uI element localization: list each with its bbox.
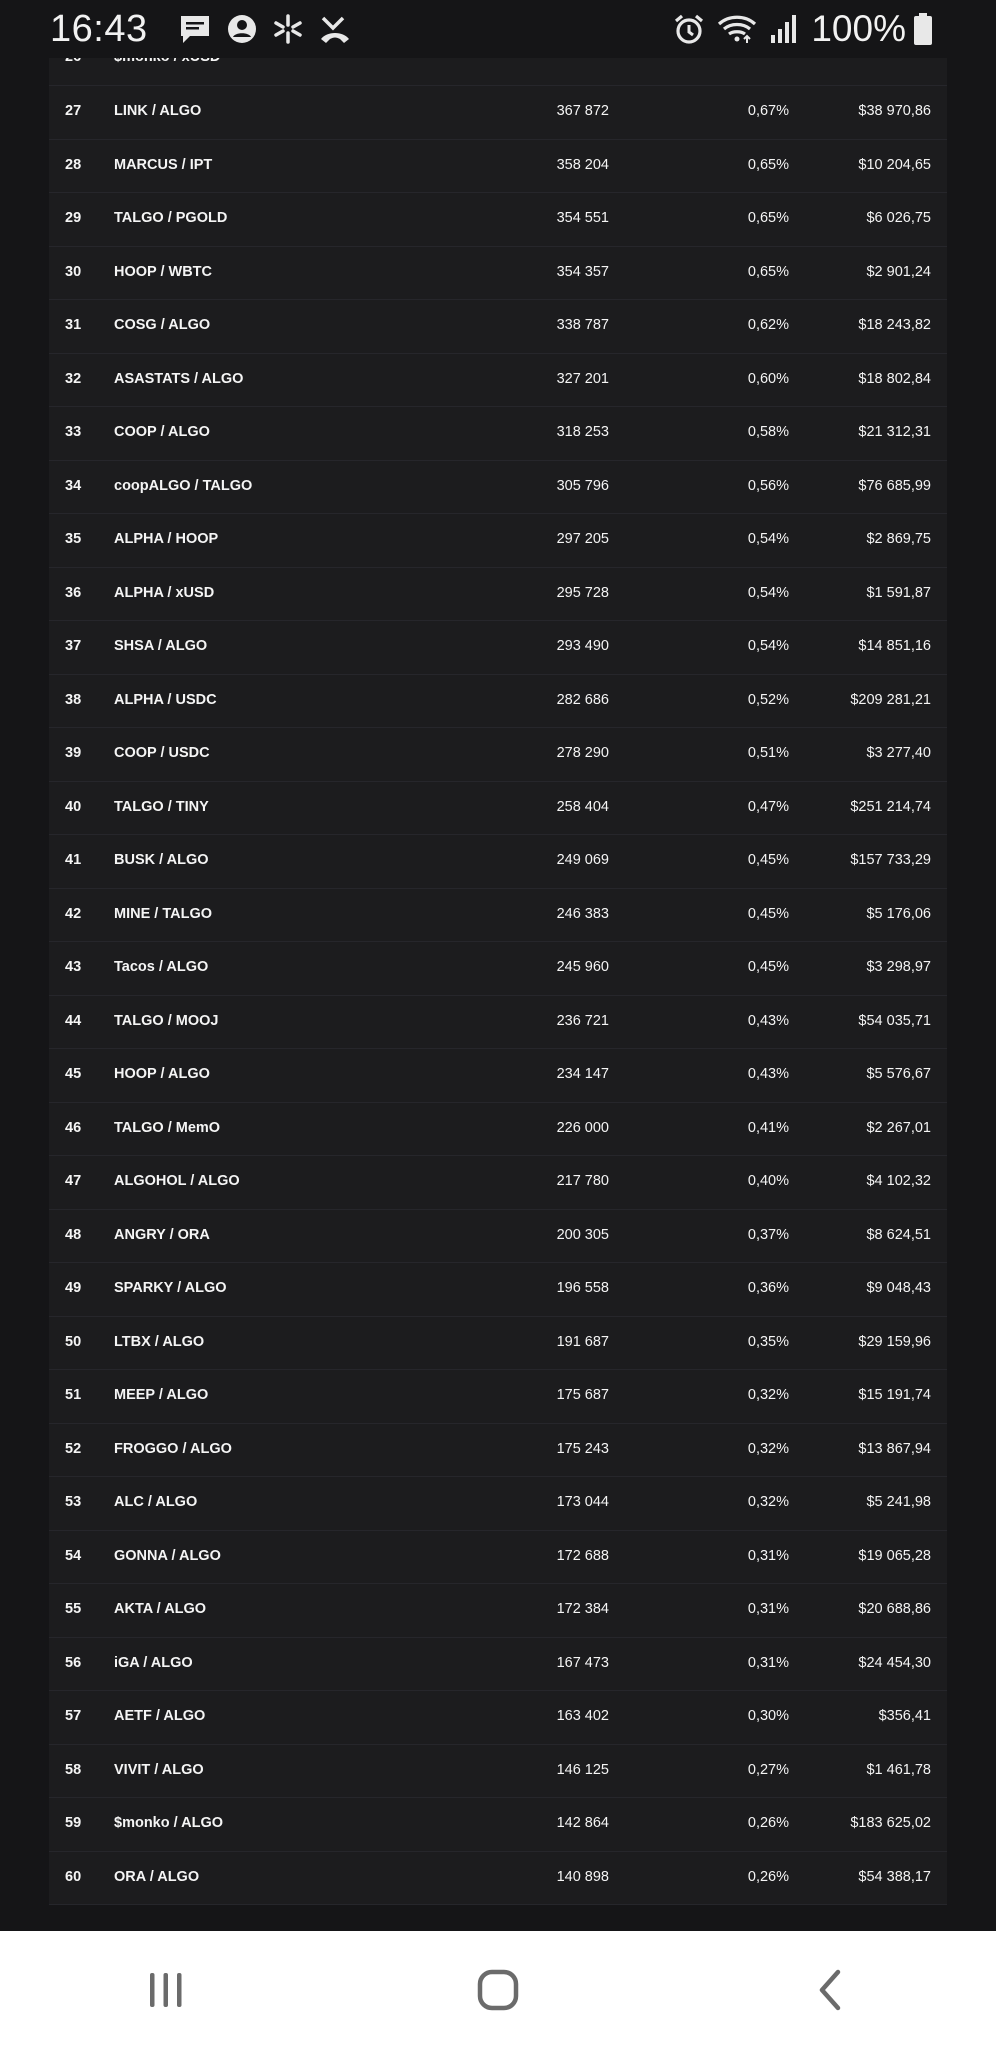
- row-tvl: $9 048,43: [866, 1280, 931, 1296]
- row-share: 0,41%: [747, 1119, 789, 1136]
- row-tvl: $2 267,01: [866, 1119, 931, 1136]
- table-row[interactable]: [49, 1744, 947, 1799]
- row-rank: 27: [65, 103, 82, 119]
- row-pair: HOOP / WBTC: [114, 263, 213, 280]
- row-pair: SPARKY / ALGO: [114, 1280, 227, 1296]
- home-button[interactable]: [458, 1960, 538, 2020]
- row-share: 0,51%: [747, 745, 789, 761]
- row-share: 0,52%: [747, 691, 789, 708]
- table-row[interactable]: [49, 1262, 947, 1317]
- back-icon: [810, 1968, 850, 2012]
- row-pair: ALPHA / xUSD: [114, 584, 215, 601]
- row-share: 0,37%: [747, 1226, 789, 1243]
- row-tvl: $3 298,97: [866, 959, 931, 975]
- row-volume: 236 721: [556, 1012, 609, 1029]
- row-pair: ALC / ALGO: [114, 1494, 198, 1510]
- row-tvl: $183 625,02: [850, 1815, 931, 1831]
- row-volume: 217 780: [556, 1173, 609, 1189]
- row-rank: 51: [65, 1387, 82, 1403]
- row-volume: 358 204: [556, 156, 609, 173]
- row-pair: TALGO / MOOJ: [114, 1012, 219, 1029]
- row-rank: 32: [65, 370, 82, 387]
- row-rank: 41: [65, 852, 82, 868]
- row-pair: MEEP / ALGO: [114, 1387, 209, 1403]
- table-row[interactable]: [49, 1851, 947, 1906]
- row-pair: MARCUS / IPT: [114, 156, 213, 173]
- row-rank: 28: [65, 156, 82, 173]
- row-pair: GONNA / ALGO: [114, 1547, 221, 1564]
- row-pair: ASASTATS / ALGO: [114, 370, 244, 387]
- row-tvl: $20 688,86: [858, 1601, 931, 1617]
- row-tvl: $8 624,51: [866, 1226, 931, 1243]
- row-volume: 327 201: [556, 370, 609, 387]
- row-tvl: $251 214,74: [850, 798, 931, 815]
- row-share: 0,27%: [747, 1761, 789, 1778]
- table-row[interactable]: [49, 1530, 947, 1585]
- row-pair: coopALGO / TALGO: [114, 477, 253, 494]
- row-pair: TALGO / PGOLD: [114, 210, 228, 226]
- battery-icon: [912, 12, 934, 46]
- table-row[interactable]: [49, 1476, 947, 1531]
- row-rank: 47: [65, 1173, 82, 1189]
- row-pair: ORA / ALGO: [114, 1868, 200, 1885]
- row-rank: 46: [65, 1119, 82, 1136]
- status-time: 16:43: [50, 7, 148, 50]
- row-share: 0,56%: [747, 477, 789, 494]
- row-volume: 293 490: [556, 638, 609, 654]
- row-volume: 258 404: [556, 798, 609, 815]
- table-row[interactable]: [49, 781, 947, 836]
- row-volume: 297 205: [556, 531, 609, 547]
- row-volume: 175 687: [556, 1387, 609, 1403]
- row-pair: FROGGO / ALGO: [114, 1440, 232, 1457]
- table-row[interactable]: [49, 1102, 947, 1157]
- row-rank: 30: [65, 263, 82, 280]
- row-volume: 172 688: [556, 1547, 609, 1564]
- row-pair: ALPHA / HOOP: [114, 531, 219, 547]
- table-row[interactable]: [49, 1637, 947, 1692]
- table-row[interactable]: [49, 620, 947, 675]
- row-tvl: $18 243,82: [858, 317, 931, 333]
- row-volume: 318 253: [556, 424, 609, 440]
- row-tvl: $5 576,67: [866, 1066, 931, 1082]
- row-share: 0,62%: [747, 317, 789, 333]
- status-bar: [0, 0, 996, 58]
- table-row[interactable]: [49, 727, 947, 782]
- row-volume: 175 243: [556, 1440, 609, 1457]
- row-rank: 54: [65, 1547, 82, 1564]
- wifi-icon: [717, 13, 757, 45]
- row-tvl: $2 869,75: [866, 531, 931, 547]
- row-rank: 38: [65, 691, 82, 708]
- row-tvl: $14 851,16: [858, 638, 931, 654]
- row-tvl: $157 733,29: [850, 852, 931, 868]
- row-tvl: $4 102,32: [866, 1173, 931, 1189]
- row-pair: MINE / TALGO: [114, 905, 213, 922]
- row-volume: 249 069: [556, 852, 609, 868]
- row-share: 0,45%: [747, 959, 789, 975]
- row-rank: 43: [65, 959, 82, 975]
- row-rank: 40: [65, 798, 82, 815]
- row-pair: iGA / ALGO: [114, 1654, 193, 1671]
- row-rank: 39: [65, 745, 82, 761]
- row-tvl: $5 176,06: [866, 905, 931, 922]
- row-volume: 338 787: [556, 317, 609, 333]
- row-volume: 200 305: [556, 1226, 609, 1243]
- chat-icon: [178, 13, 212, 45]
- row-volume: 146 125: [556, 1761, 609, 1778]
- table-row[interactable]: [49, 1209, 947, 1264]
- row-share: 0,67%: [747, 103, 789, 119]
- row-share: 0,26%: [747, 1815, 789, 1831]
- recent-apps-button[interactable]: [126, 1960, 206, 2020]
- asterisk-icon: [272, 13, 304, 45]
- row-rank: 48: [65, 1226, 82, 1243]
- table-row[interactable]: [49, 406, 947, 461]
- row-volume: 191 687: [556, 1333, 609, 1350]
- row-rank: 53: [65, 1494, 82, 1510]
- row-pair: TALGO / TINY: [114, 798, 209, 815]
- row-share: 0,32%: [747, 1440, 789, 1457]
- table-row[interactable]: [49, 85, 947, 140]
- row-volume: 245 960: [556, 959, 609, 975]
- row-share: 0,54%: [747, 584, 789, 601]
- table-row[interactable]: [49, 1423, 947, 1478]
- row-pair: ANGRY / ORA: [114, 1226, 210, 1243]
- row-volume: 246 383: [556, 905, 609, 922]
- row-rank: 42: [65, 905, 82, 922]
- row-share: 0,65%: [747, 156, 789, 173]
- row-rank: 55: [65, 1601, 82, 1617]
- row-pair: SHSA / ALGO: [114, 638, 208, 654]
- row-rank: 60: [65, 1868, 82, 1885]
- row-tvl: $3 277,40: [866, 745, 931, 761]
- row-share: 0,32%: [747, 1494, 789, 1510]
- table-row[interactable]: [49, 139, 947, 194]
- table-row[interactable]: [49, 1797, 947, 1852]
- row-tvl: $15 191,74: [858, 1387, 931, 1403]
- row-rank: 44: [65, 1012, 82, 1029]
- row-pair: AKTA / ALGO: [114, 1601, 207, 1617]
- row-tvl: $10 204,65: [858, 156, 931, 173]
- row-tvl: $38 970,86: [858, 103, 931, 119]
- row-share: 0,26%: [747, 1868, 789, 1885]
- status-bar-left: [50, 8, 352, 51]
- row-volume: 278 290: [556, 745, 609, 761]
- row-rank: 34: [65, 477, 82, 494]
- row-rank: 57: [65, 1708, 82, 1724]
- row-share: 0,45%: [747, 905, 789, 922]
- row-share: 0,31%: [747, 1654, 789, 1671]
- row-volume: 295 728: [556, 584, 609, 601]
- row-pair: LTBX / ALGO: [114, 1333, 205, 1350]
- row-rank: 35: [65, 531, 82, 547]
- row-share: 0,47%: [747, 798, 789, 815]
- alarm-icon: [673, 13, 705, 45]
- home-icon: [476, 1968, 520, 2012]
- battery-percentage: 100%: [811, 8, 906, 49]
- row-share: 0,32%: [747, 1387, 789, 1403]
- row-share: 0,36%: [747, 1280, 789, 1296]
- row-pair: $monko / ALGO: [114, 1815, 224, 1831]
- table-row[interactable]: [49, 299, 947, 354]
- row-pair: ALGOHOL / ALGO: [114, 1173, 240, 1189]
- row-volume: 305 796: [556, 477, 609, 494]
- row-pair: VIVIT / ALGO: [114, 1761, 204, 1778]
- table-row[interactable]: [49, 674, 947, 729]
- row-volume: 196 558: [556, 1280, 609, 1296]
- row-tvl: $356,41: [878, 1708, 931, 1724]
- row-rank: 52: [65, 1440, 82, 1457]
- row-rank: 50: [65, 1333, 82, 1350]
- table-row[interactable]: [49, 353, 947, 408]
- row-volume: 163 402: [556, 1708, 609, 1724]
- row-tvl: $1 591,87: [866, 584, 931, 601]
- row-volume: 140 898: [556, 1868, 609, 1885]
- row-share: 0,40%: [747, 1173, 789, 1189]
- signal-icon: [769, 13, 799, 45]
- row-tvl: $21 312,31: [858, 424, 931, 440]
- table-row[interactable]: [49, 1048, 947, 1103]
- table-row[interactable]: [49, 941, 947, 996]
- row-rank: 37: [65, 638, 82, 654]
- table-row[interactable]: [49, 513, 947, 568]
- row-tvl: $76 685,99: [858, 477, 931, 494]
- row-rank: 29: [65, 210, 82, 226]
- row-tvl: $6 026,75: [866, 210, 931, 226]
- row-tvl: $18 802,84: [858, 370, 931, 387]
- table-row[interactable]: [49, 192, 947, 247]
- row-rank: 58: [65, 1761, 82, 1778]
- row-share: 0,43%: [747, 1066, 789, 1082]
- row-rank: 33: [65, 424, 82, 440]
- row-volume: 173 044: [556, 1494, 609, 1510]
- row-share: 0,54%: [747, 531, 789, 547]
- row-volume: 367 872: [556, 103, 609, 119]
- row-volume: 142 864: [556, 1815, 609, 1831]
- row-pair: Tacos / ALGO: [114, 959, 209, 975]
- row-rank: 45: [65, 1066, 82, 1082]
- row-share: 0,43%: [747, 1012, 789, 1029]
- row-share: 0,65%: [747, 210, 789, 226]
- recent-apps-icon: [146, 1969, 186, 2011]
- row-share: 0,31%: [747, 1601, 789, 1617]
- row-share: 0,35%: [747, 1333, 789, 1350]
- back-button[interactable]: [790, 1960, 870, 2020]
- row-share: 0,31%: [747, 1547, 789, 1564]
- table-row[interactable]: [49, 460, 947, 515]
- row-pair: ALPHA / USDC: [114, 691, 217, 708]
- row-rank: 56: [65, 1654, 82, 1671]
- row-volume: 172 384: [556, 1601, 609, 1617]
- table-row[interactable]: [49, 834, 947, 889]
- row-pair: COOP / USDC: [114, 745, 210, 761]
- navigation-bar: [0, 1931, 996, 2048]
- table-row[interactable]: [49, 1316, 947, 1371]
- row-tvl: $13 867,94: [858, 1440, 931, 1457]
- row-tvl: $1 461,78: [866, 1761, 931, 1778]
- table-row[interactable]: [49, 567, 947, 622]
- row-volume: 226 000: [556, 1119, 609, 1136]
- row-share: 0,58%: [747, 424, 789, 440]
- row-share: 0,30%: [747, 1708, 789, 1724]
- row-volume: 354 551: [556, 210, 609, 226]
- row-tvl: $54 388,17: [858, 1868, 931, 1885]
- table-row[interactable]: [49, 246, 947, 301]
- row-pair: TALGO / MemO: [114, 1119, 221, 1136]
- table-row[interactable]: [49, 1583, 947, 1638]
- row-volume: 354 357: [556, 263, 609, 280]
- table-row[interactable]: [49, 888, 947, 943]
- row-share: 0,65%: [747, 263, 789, 280]
- row-rank: 31: [65, 317, 82, 333]
- pairs-table: [49, 58, 947, 1904]
- row-tvl: $24 454,30: [858, 1654, 931, 1671]
- row-tvl: $54 035,71: [858, 1012, 931, 1029]
- row-share: 0,54%: [747, 638, 789, 654]
- row-rank: 49: [65, 1280, 82, 1296]
- account-icon: [226, 13, 258, 45]
- row-volume: 282 686: [556, 691, 609, 708]
- row-tvl: $29 159,96: [858, 1333, 931, 1350]
- table-row[interactable]: [49, 995, 947, 1050]
- row-pair: COSG / ALGO: [114, 317, 211, 333]
- missed-call-icon: [318, 13, 352, 45]
- status-bar-right: [673, 8, 946, 50]
- row-pair: AETF / ALGO: [114, 1708, 206, 1724]
- row-pair: LINK / ALGO: [114, 103, 202, 119]
- row-share: 0,45%: [747, 852, 789, 868]
- table-row[interactable]: [49, 1690, 947, 1745]
- table-row[interactable]: [49, 1155, 947, 1210]
- row-pair: COOP / ALGO: [114, 424, 210, 440]
- table-row[interactable]: [49, 1369, 947, 1424]
- row-rank: 36: [65, 584, 82, 601]
- row-tvl: $2 901,24: [866, 263, 931, 280]
- row-pair: BUSK / ALGO: [114, 852, 209, 868]
- row-tvl: $19 065,28: [858, 1547, 931, 1564]
- row-volume: 234 147: [556, 1066, 609, 1082]
- row-share: 0,60%: [747, 370, 789, 387]
- row-volume: 167 473: [556, 1654, 609, 1671]
- row-pair: HOOP / ALGO: [114, 1066, 210, 1082]
- row-tvl: $209 281,21: [850, 691, 931, 708]
- row-tvl: $5 241,98: [866, 1494, 931, 1510]
- row-rank: 59: [65, 1815, 82, 1831]
